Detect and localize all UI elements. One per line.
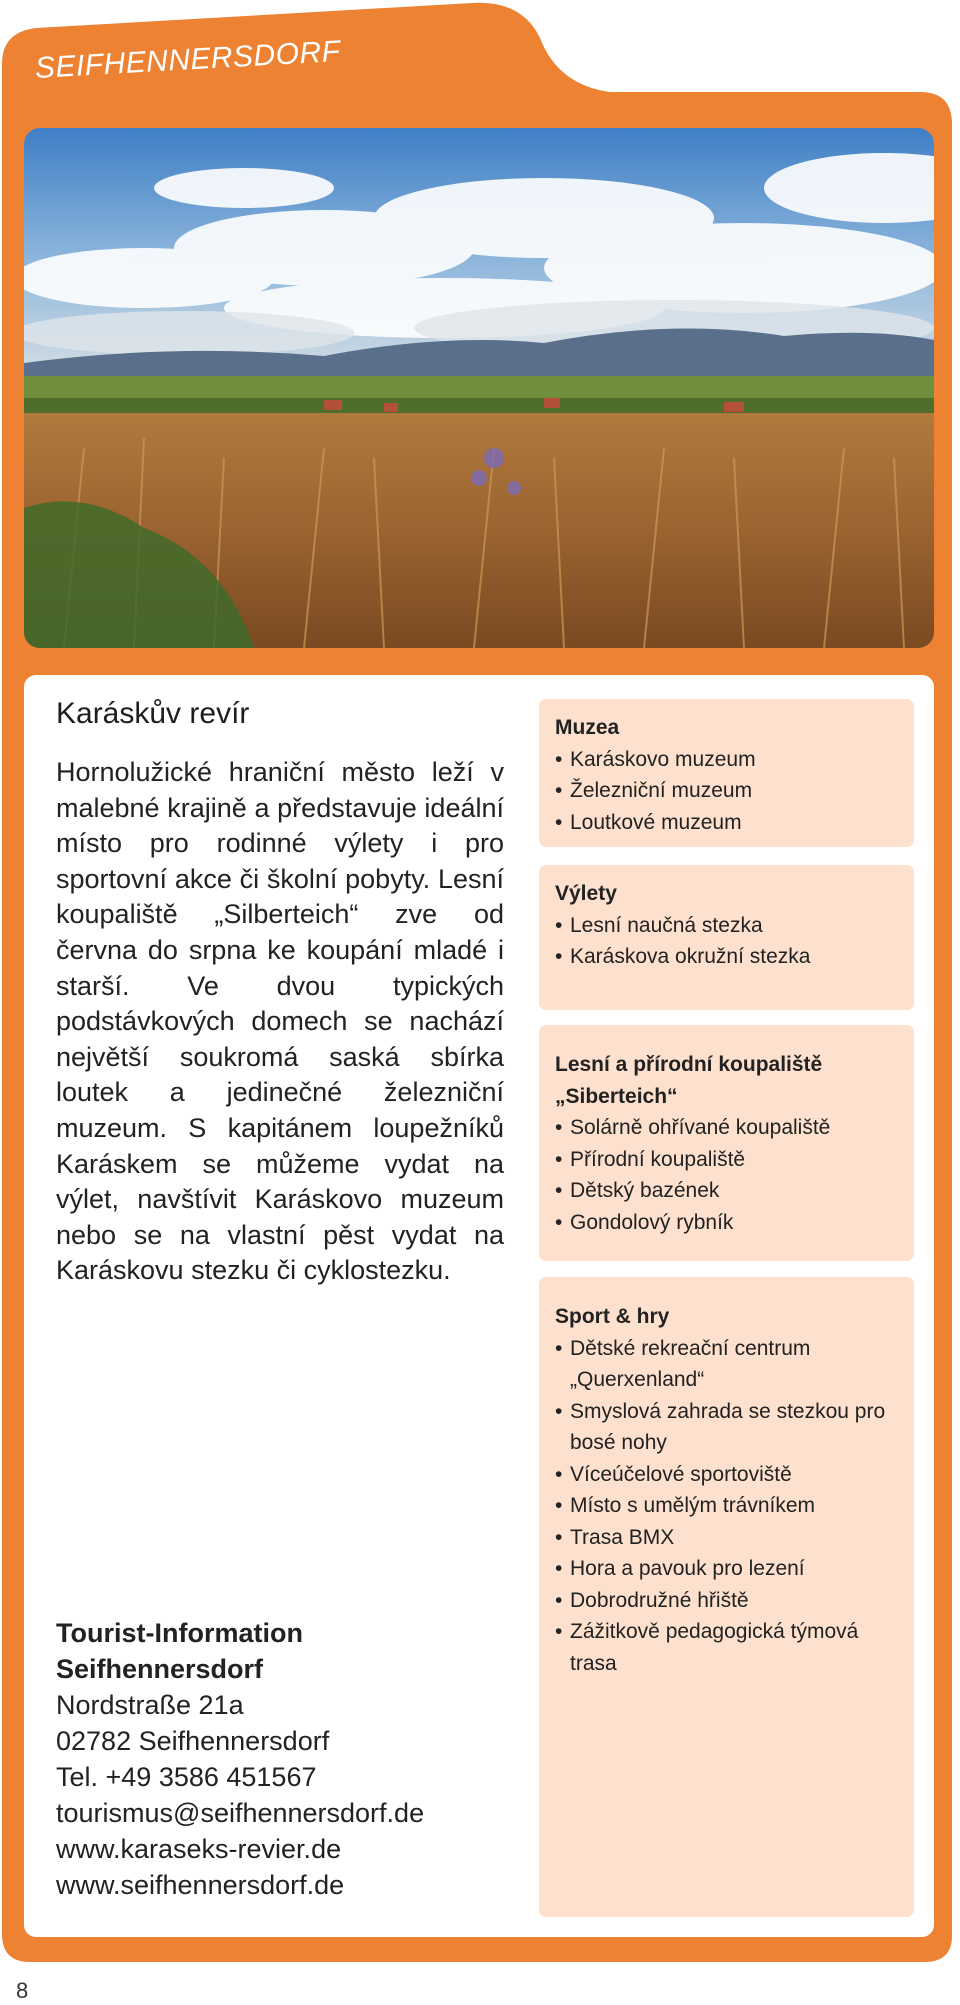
contact-city: 02782 Seifhennersdorf [56,1726,330,1756]
town-card [2,0,952,1964]
sport-box-title: Sport & hry [555,1305,670,1328]
intro-text: Hornolužické hraniční město leží v malebné krajině a představuje ideální místo pro rodinné výlety i pro sportovní akce či školní pobyty. Lesní koupaliště „Silberteich“ zve od června do srpna ke koupání mladé i starší. Ve dvou typických podstávkových domech se nachází největší soukromá saská sbírka loutek a jedinečné železniční muzeum. S kapitánem loupežníků Karáskem se můžeme vydat na výlet, navštívit Karáskovo muzeum nebo se na vlastní pěst vydat na Karáskovu stezku či cyklostezku. [56,757,504,1286]
intro-title: Karáskův revír [56,697,250,730]
trips-box-title: Výlety [555,882,617,905]
list-item: • Loutkové muzeum [555,807,898,839]
contact-name-line1: Tourist-Information [56,1618,303,1648]
list-item: • Karáskova okružní stezka [555,941,898,973]
trips-box [539,865,914,1010]
list-item: • Přírodní koupaliště [555,1144,898,1176]
swimming-box-title: Lesní a přírodní koupaliště „Siberteich“ [555,1053,823,1108]
list-item: • Hora a pavouk pro lezení [555,1553,898,1585]
contact-web-karaseks[interactable]: www.karaseks-revier.de [56,1834,342,1864]
contact-street: Nordstraße 21a [56,1690,244,1720]
list-item: • Zážitkově pedagogická týmová trasa [555,1616,898,1679]
list-item: • Dobrodružné hřiště [555,1585,898,1617]
swimming-box [539,1025,914,1261]
list-item: • Víceúčelové sportoviště [555,1459,898,1491]
list-item: • Dětské rekreační centrum „Querxenland“ [555,1333,898,1396]
contact-name-line2: Seifhennersdorf [56,1654,264,1684]
list-item: • Gondolový rybník [555,1207,898,1239]
list-item: • Dětský bazének [555,1175,898,1207]
sport-box [539,1277,914,1917]
contact-web-seifhennersdorf[interactable]: www.seifhennersdorf.de [56,1870,345,1900]
list-item: • Smyslová zahrada se stezkou pro bosé nohy [555,1396,898,1459]
museums-box-title: Muzea [555,716,620,739]
content-panel [24,675,934,1937]
contact-block [56,1615,526,1903]
list-item: • Železniční muzeum [555,775,898,807]
list-item: • Karáskovo muzeum [555,744,898,776]
contact-phone: Tel. +49 3586 451567 [56,1762,317,1792]
list-item: • Lesní naučná stezka [555,910,898,942]
contact-email[interactable]: tourismus@seifhennersdorf.de [56,1798,425,1828]
landscape-photo [24,128,934,648]
region-title: SEIFHENNERSDORF [34,34,342,85]
list-item: • Solárně ohřívané koupaliště [555,1112,898,1144]
list-item: • Místo s umělým trávníkem [555,1490,898,1522]
list-item: • Trasa BMX [555,1522,898,1554]
page-number: 8 [16,1978,29,2003]
museums-box [539,699,914,847]
